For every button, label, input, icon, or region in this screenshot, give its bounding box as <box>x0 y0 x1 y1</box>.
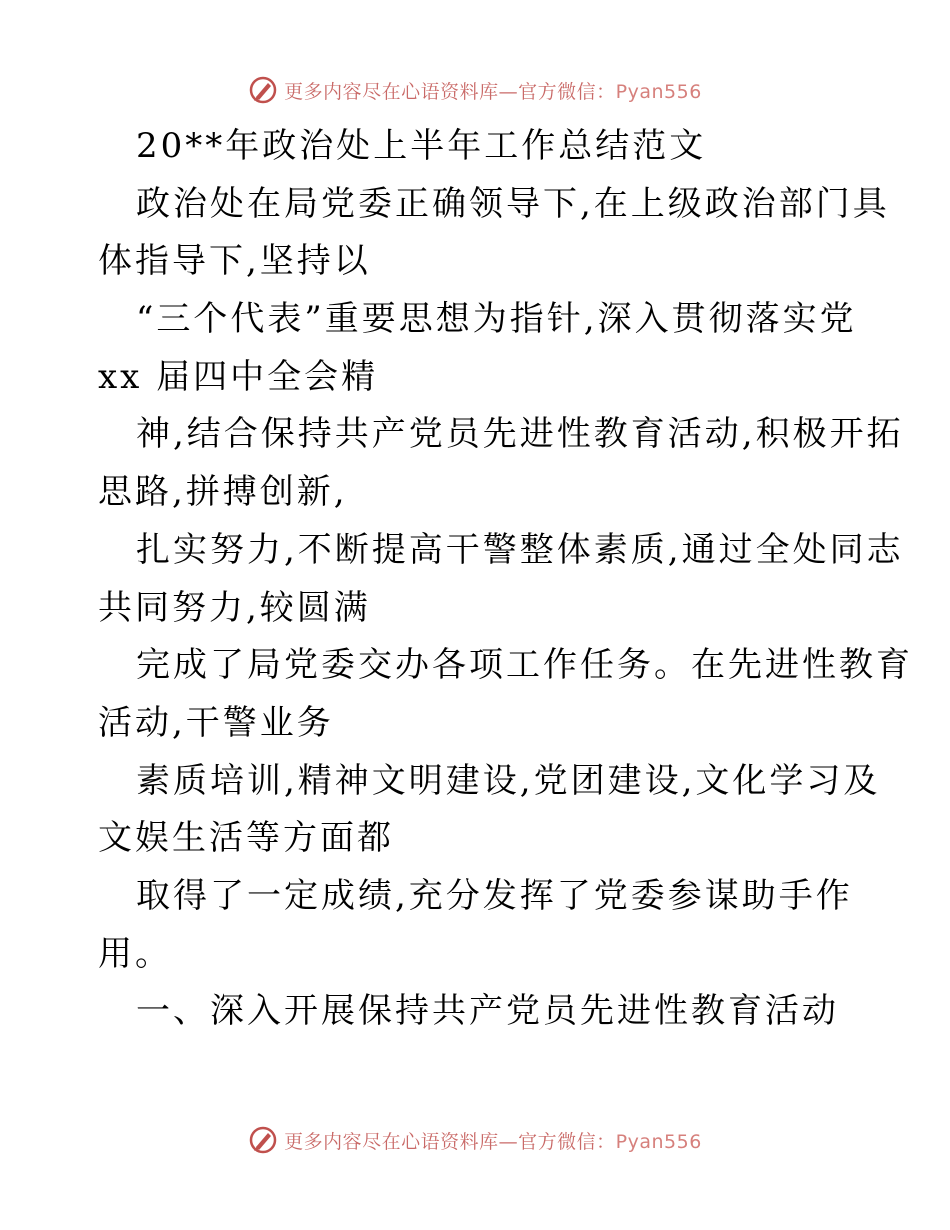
paragraph-line: 取得了一定成绩,充分发挥了党委参谋助手作 <box>136 875 853 916</box>
section-heading: 一、深入开展保持共产党员先进性教育活动 <box>136 991 839 1032</box>
footer-watermark <box>0 1120 950 1160</box>
watermark-text: 更多内容尽在心语资料库—官方微信：Pyan556 <box>284 80 702 103</box>
paragraph-line: 素质培训,精神文明建设,党团建设,文化学习及 <box>136 760 881 801</box>
paragraph-line: 完成了局党委交办各项工作任务。在先进性教育 <box>136 645 913 686</box>
paragraph-line: 活动,干警业务 <box>98 702 334 743</box>
watermark-text: 更多内容尽在心语资料库—官方微信：Pyan556 <box>284 1130 702 1153</box>
paragraph-line: 神,结合保持共产党员先进性教育活动,积极开拓 <box>136 414 904 455</box>
paragraph-line: 用。 <box>98 933 172 974</box>
paragraph-line: 政治处在局党委正确领导下,在上级政治部门具 <box>136 183 890 224</box>
document-title: 20**年政治处上半年工作总结范文 <box>136 126 707 166</box>
pen-logo-icon <box>248 1125 278 1155</box>
paragraph-line: 扎实努力,不断提高干警整体素质,通过全处同志 <box>136 529 904 570</box>
paragraph-line: xx 届四中全会精 <box>98 356 379 397</box>
paragraph-line: 体指导下,坚持以 <box>98 241 371 282</box>
paragraph-line: “三个代表”重要思想为指针,深入贯彻落实党 <box>136 299 857 340</box>
paragraph-line: 文娱生活等方面都 <box>98 818 394 859</box>
header-watermark <box>0 70 950 110</box>
paragraph-line: 思路,拼搏创新, <box>98 472 348 513</box>
pen-logo-icon <box>248 75 278 105</box>
document-body <box>98 118 913 1041</box>
paragraph-line: 共同努力,较圆满 <box>98 587 371 628</box>
